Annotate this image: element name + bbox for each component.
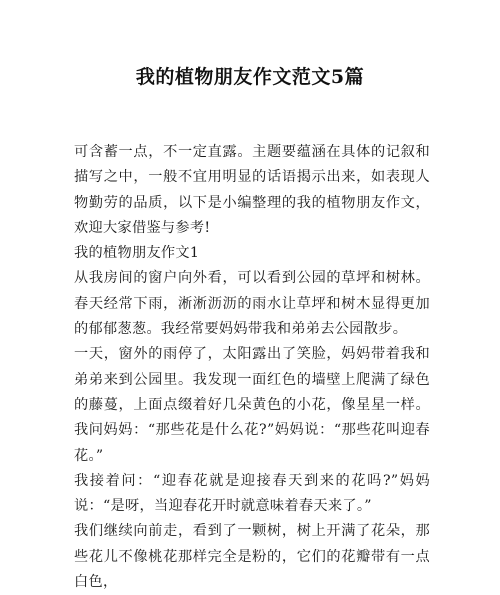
section-heading: 我的植物朋友作文1 (74, 245, 200, 262)
body-paragraph: 从我房间的窗户向外看，可以看到公园的草坪和树林。春天经常下雨，淅淅沥沥的雨水让草坪和树木显得更加的郁郁葱葱。我经常要妈妈带我和弟弟去公园散步。 (74, 270, 430, 338)
body-paragraph: 我接着问：“迎春花就是迎接春天到来的花吗?”妈妈说：“是呀，当迎春花开时就意味着春天来了。” (74, 472, 430, 515)
body-paragraph: 我们继续向前走，看到了一颗树，树上开满了花朵，那些花儿不像桃花那样完全是粉的，它们的花瓣带有一点白色， (74, 523, 430, 591)
intro-paragraph: 可含蓄一点，不一定直露。主题要蕴涵在具体的记叙和描写之中，一般不宜用明显的话语揭示出来，如表现人物勤劳的品质，以下是小编整理的我的植物朋友作文，欢迎大家借鉴与参考! (74, 144, 430, 236)
document-body (74, 140, 430, 595)
document-title: 我的植物朋友作文范文5篇 (135, 66, 365, 88)
body-paragraph: 一天，窗外的雨停了，太阳露出了笑脸，妈妈带着我和弟弟来到公园里。我发现一面红色的墙壁上爬满了绿色的藤蔓，上面点缀着好几朵黄色的小花，像星星一样。我问妈妈：“那些花是什么花?”妈妈说：“那些花叫迎春花。” (74, 346, 430, 464)
